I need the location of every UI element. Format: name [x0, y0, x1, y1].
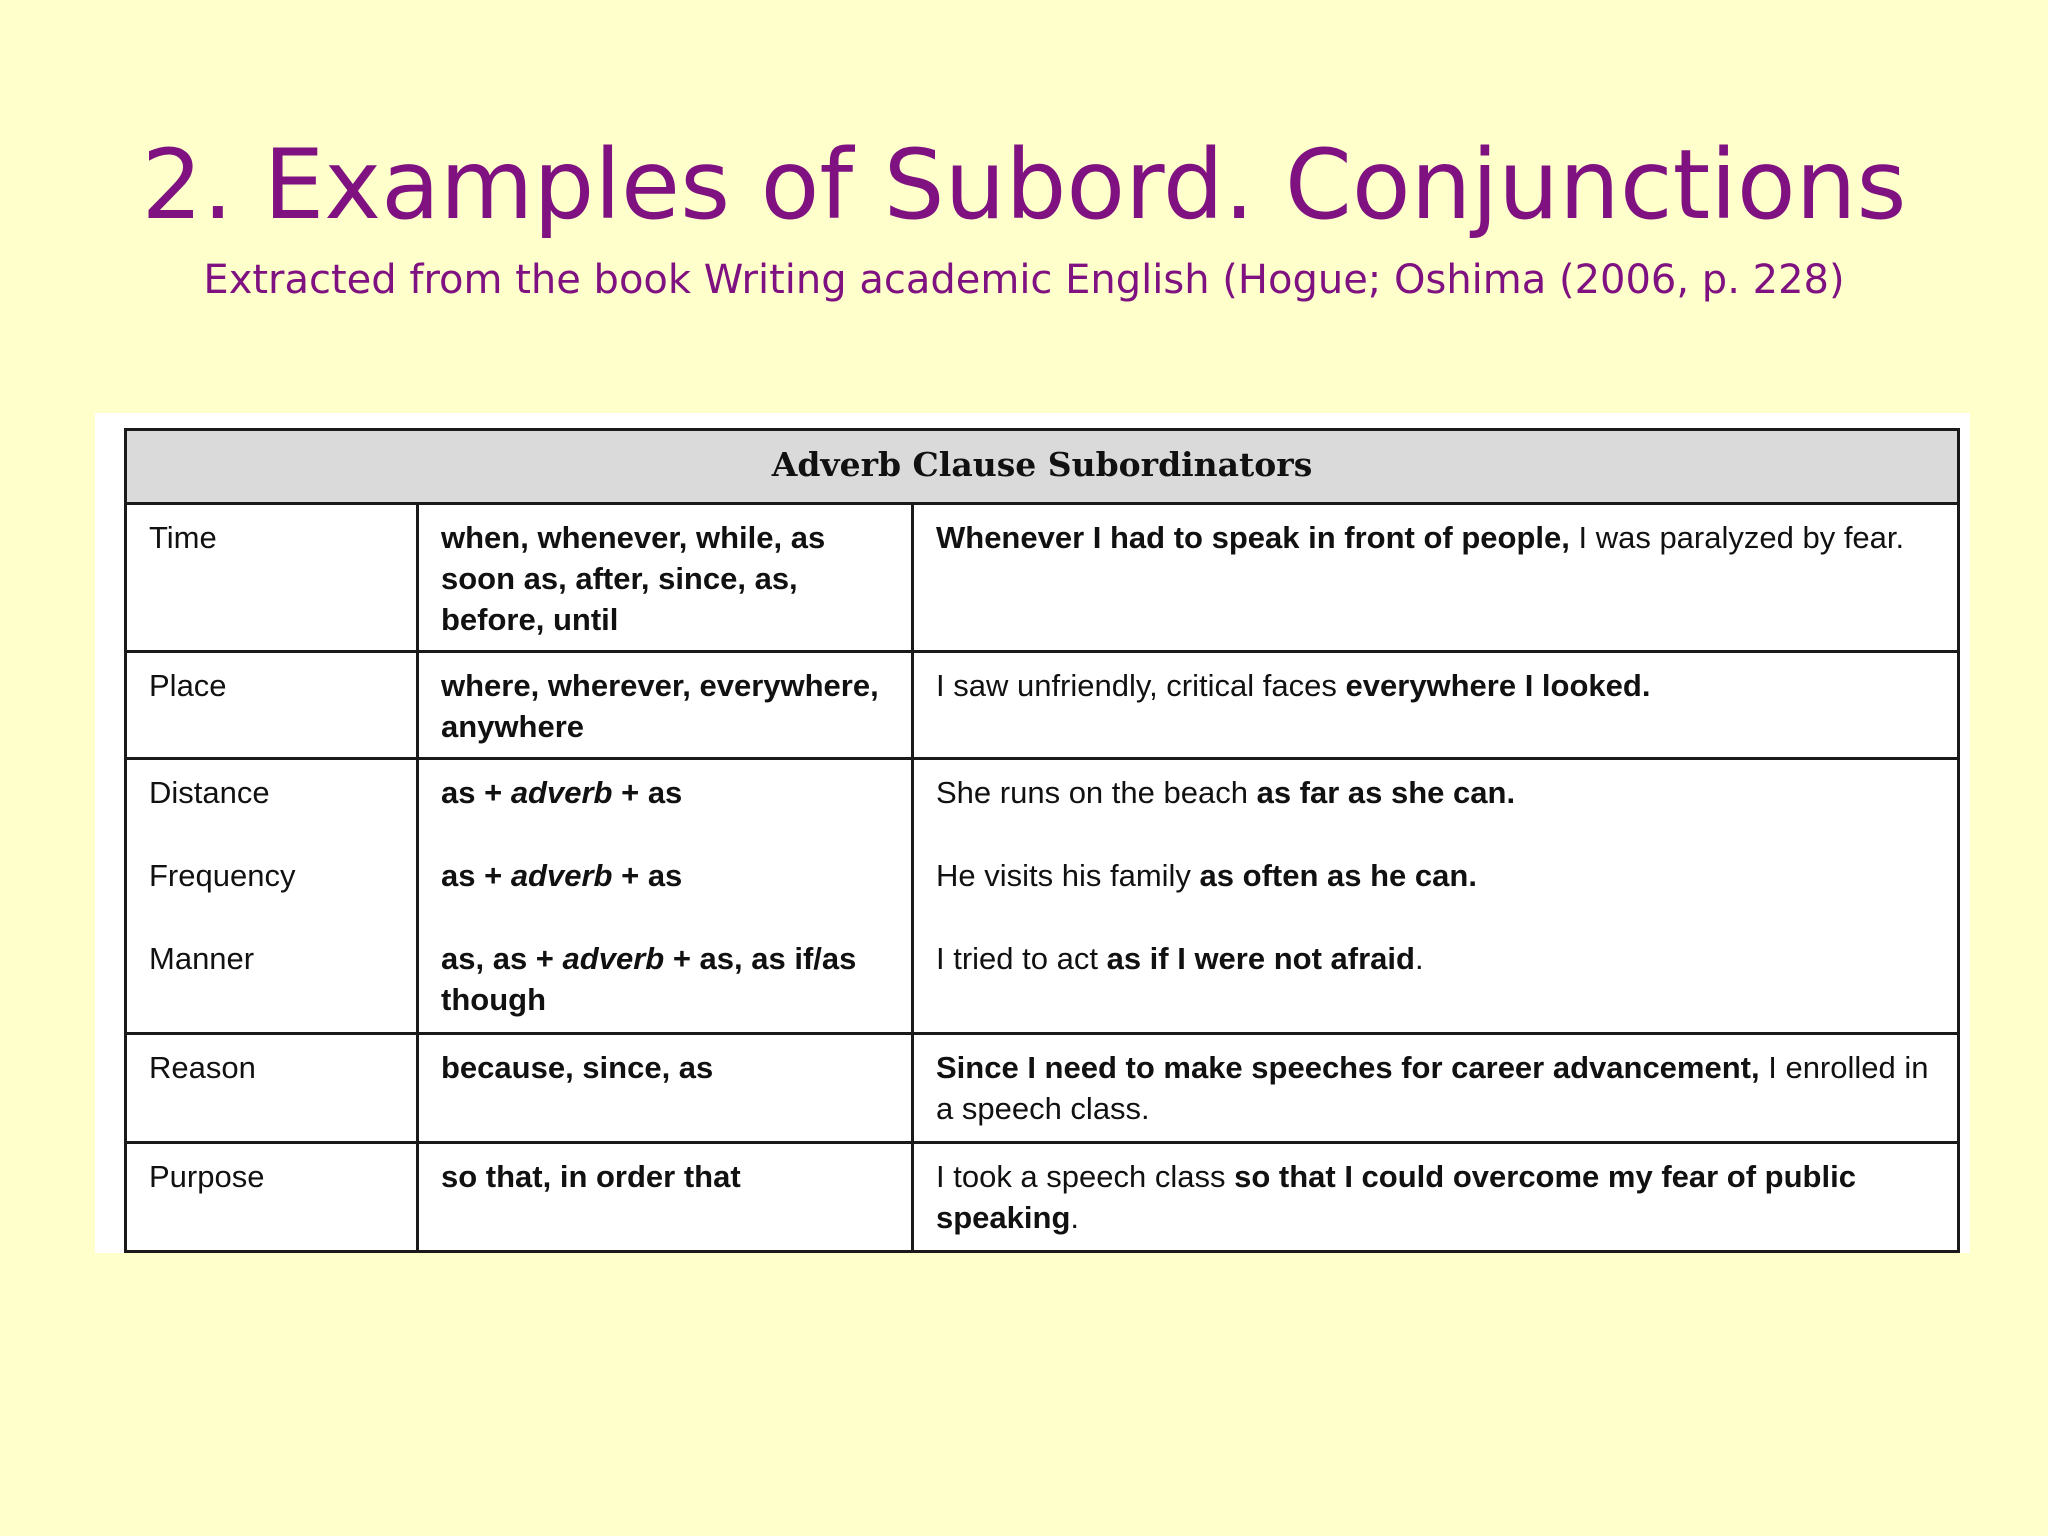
table-row-place: [126, 651, 1959, 758]
subordinators-manner: [441, 938, 889, 1020]
category-cell: [126, 758, 418, 1033]
subordinators-cell: so that, in order that: [418, 1143, 913, 1252]
example-main: I enrolled in a speech class.: [936, 1050, 1929, 1127]
subordinators-cell: where, wherever, everywhere, anywhere: [418, 651, 913, 758]
table-row-time: [126, 503, 1959, 651]
example-cell: [913, 1034, 1959, 1143]
example-main: I tried to act: [936, 940, 1107, 976]
example-main: .: [1414, 940, 1424, 976]
example-main: I was paralyzed by fear.: [1569, 519, 1905, 555]
example-clause: everywhere I looked.: [1345, 667, 1651, 703]
example-clause: Since I need to make speeches for career advancement,: [936, 1050, 1760, 1086]
slide-subtitle: Extracted from the book Writing academic English (Hogue; Oshima (2006, p. 228): [203, 257, 1845, 303]
subordinators-distance: [441, 772, 889, 855]
example-clause: so that I could overcome my fear of public speaking: [936, 1159, 1856, 1236]
example-main: She runs on the beach: [936, 774, 1257, 810]
example-clause: as if I were not afraid: [1106, 940, 1415, 976]
example-main: He visits his family: [936, 857, 1200, 893]
adverb-clause-table: [124, 428, 1960, 1253]
example-clause: as far as she can.: [1256, 774, 1516, 810]
table-row-reason: [126, 1034, 1959, 1143]
subordinators-cell: because, since, as: [418, 1034, 913, 1143]
example-main: .: [1070, 1200, 1080, 1236]
example-cell: [913, 651, 1959, 758]
example-frequency: [936, 855, 1935, 938]
sub-italic: adverb: [510, 774, 613, 810]
sub-italic: adverb: [510, 857, 613, 893]
sub-text: + as: [612, 857, 683, 893]
sub-text: + as, as if/as though: [441, 940, 857, 1017]
category-cell: Time: [126, 503, 418, 651]
subordinators-cell: when, whenever, while, as soon as, after, since, as, before, until: [418, 503, 913, 651]
category-frequency: Frequency: [149, 857, 296, 893]
subordinators-frequency: [441, 855, 889, 938]
table-header: Adverb Clause Subordinators: [126, 430, 1959, 504]
category-cell: Purpose: [126, 1143, 418, 1252]
sub-text: as +: [441, 857, 511, 893]
table-row-purpose: [126, 1143, 1959, 1252]
example-clause: as often as he can.: [1199, 857, 1477, 893]
example-cell: [913, 758, 1959, 1033]
sub-italic: adverb: [562, 940, 665, 976]
example-cell: [913, 1143, 1959, 1252]
category-manner: Manner: [149, 940, 255, 976]
example-distance: [936, 772, 1935, 855]
sub-text: as, as +: [441, 940, 563, 976]
table-row-distance-frequency-manner: [126, 758, 1959, 1033]
scanned-table-image: [95, 413, 1970, 1253]
category-cell: Place: [126, 651, 418, 758]
subordinators-cell: [418, 758, 913, 1033]
slide-title: 2. Examples of Subord. Conjunctions: [141, 129, 1907, 241]
category-cell: Reason: [126, 1034, 418, 1143]
category-distance: Distance: [149, 774, 270, 810]
example-main: I saw unfriendly, critical faces: [936, 667, 1346, 703]
sub-text: + as: [612, 774, 683, 810]
sub-text: as +: [441, 774, 511, 810]
example-cell: [913, 503, 1959, 651]
example-manner: [936, 938, 1935, 979]
example-clause: Whenever I had to speak in front of people,: [936, 519, 1570, 555]
example-main: I took a speech class: [936, 1159, 1235, 1195]
table-header-row: [126, 430, 1959, 504]
